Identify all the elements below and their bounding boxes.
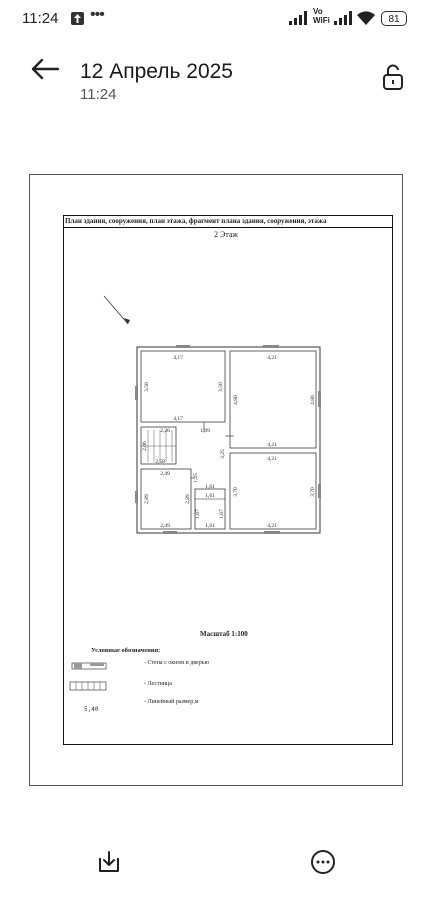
wifi-icon xyxy=(356,10,376,26)
legend-item: - Линейный размер,м xyxy=(144,699,199,705)
window xyxy=(163,531,177,534)
battery-indicator: 81 xyxy=(381,11,407,26)
dim-label: 4,21 xyxy=(267,523,277,529)
dim-label: 2,89 xyxy=(185,494,191,504)
dim-label: 1,61 xyxy=(205,523,215,529)
legend-item: - Лестница xyxy=(144,681,172,687)
bottom-action-bar xyxy=(0,830,432,890)
unlock-icon[interactable] xyxy=(381,63,405,91)
room-2 xyxy=(230,351,316,448)
dim-label: 1,25 xyxy=(193,473,199,483)
dim-label: 2,89 xyxy=(144,494,150,504)
download-icon[interactable] xyxy=(95,848,123,876)
dim-label: 2,49 xyxy=(160,471,170,477)
dim-label: 4,21 xyxy=(267,456,277,462)
sheet-title: План здания, сооружения, план этажа, фрагмент плана здания, сооружения, этажа xyxy=(64,216,393,228)
building-outline xyxy=(137,347,320,533)
upload-notification-icon xyxy=(71,12,84,25)
more-options-icon[interactable] xyxy=(309,848,337,876)
dim-label: 3,25 xyxy=(220,449,226,459)
dim-label: 3,70 xyxy=(310,487,316,497)
dim-label: 1,67 xyxy=(195,509,201,519)
dim-label: 1,61 xyxy=(205,493,215,499)
status-time: 11:24 xyxy=(22,10,59,27)
vowifi-line2: WiFi xyxy=(313,16,330,25)
legend-item: - Стена с окном и дверью xyxy=(144,660,209,666)
dim-label: 2,06 xyxy=(142,441,148,451)
window xyxy=(264,531,280,534)
document-page[interactable] xyxy=(29,174,403,786)
dim-label: 4,17 xyxy=(173,355,183,361)
window xyxy=(135,386,138,400)
dim-label: 4,21 xyxy=(267,355,277,361)
page-title: 12 Апрель 2025 xyxy=(80,60,233,83)
dim-label: 3,50 xyxy=(218,382,224,392)
dim-label: 3,70 xyxy=(233,487,239,497)
vowifi-indicator xyxy=(313,7,330,25)
cellular-signal-2-icon xyxy=(334,11,354,25)
dim-label: 4,17 xyxy=(173,416,183,422)
window xyxy=(176,345,190,348)
window xyxy=(318,484,321,498)
legend-title: Условные обозначения: xyxy=(91,647,161,654)
dim-label: 2,58 xyxy=(155,459,165,465)
window xyxy=(263,345,279,348)
dim-label: 1,61 xyxy=(205,484,215,490)
dim-label: 1,99 xyxy=(200,428,210,434)
plan-sheet xyxy=(63,215,393,745)
page-subtitle-time: 11:24 xyxy=(80,86,117,103)
legend-wall-symbol xyxy=(72,663,106,669)
dim-label: 2,49 xyxy=(160,523,170,529)
dim-label: 1,67 xyxy=(219,509,225,519)
vowifi-line1: Vo xyxy=(313,7,323,16)
north-arrow xyxy=(104,296,128,324)
room-1 xyxy=(141,351,225,422)
dim-label: 2,26 xyxy=(160,428,170,434)
window xyxy=(318,391,321,407)
dim-label: 4,21 xyxy=(267,442,277,448)
scale-label: Масштаб 1:100 xyxy=(200,630,248,638)
status-bar xyxy=(0,0,432,40)
dim-label: 4,80 xyxy=(310,395,316,405)
cellular-signal-icon xyxy=(289,11,309,25)
back-arrow-icon[interactable] xyxy=(30,58,60,80)
more-notifications-icon: ••• xyxy=(90,6,104,23)
window xyxy=(135,491,138,503)
legend-dim-sample: 5,40 xyxy=(84,706,99,713)
dim-label: 3,50 xyxy=(144,382,150,392)
room-3 xyxy=(230,453,316,529)
dim-label: 4,80 xyxy=(233,395,239,405)
floor-label: 2 Этаж xyxy=(214,230,238,239)
floor-plan-drawing xyxy=(64,216,392,746)
legend-stairs-symbol xyxy=(70,682,106,690)
viewer-header xyxy=(0,48,432,108)
